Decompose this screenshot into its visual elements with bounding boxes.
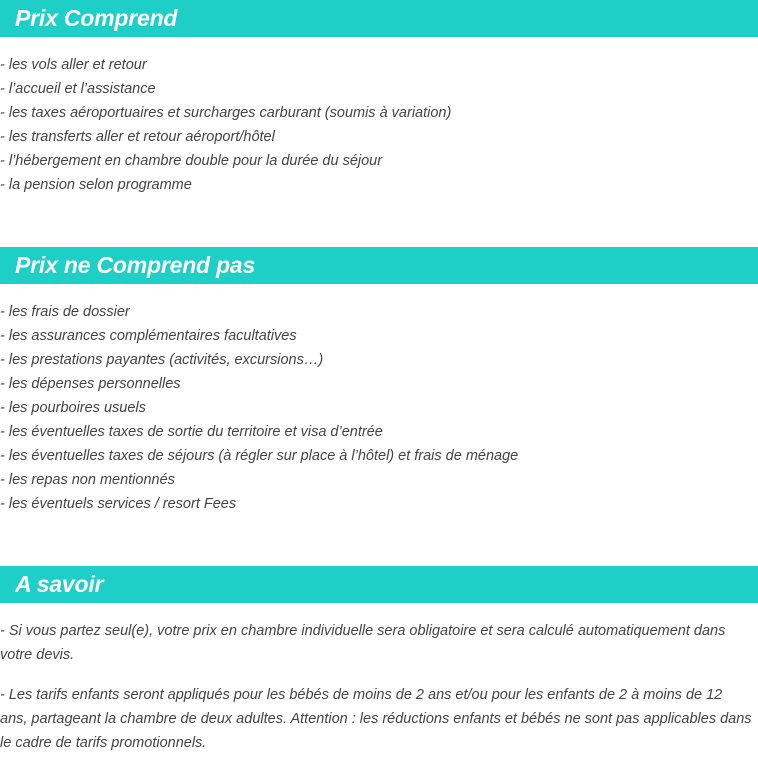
list-item: - les taxes aéroportuaires et surcharges carburant (soumis à variation)	[0, 105, 452, 121]
list-item: - les assurances complémentaires facultatives	[0, 328, 297, 344]
section-title-included: Prix Comprend	[15, 5, 178, 31]
included-list	[0, 53, 451, 197]
not-included-list	[0, 300, 518, 516]
section-header-good-to-know	[0, 566, 758, 603]
list-item: - la pension selon programme	[0, 177, 192, 193]
section-header-included	[0, 0, 758, 37]
list-item: - les pourboires usuels	[0, 400, 146, 416]
info-paragraph-single-room: - Si vous partez seul(e), votre prix en chambre individuelle sera obligatoire et sera calculé automatiquement dans votre devis.	[0, 623, 726, 663]
list-item: - les repas non mentionnés	[0, 472, 175, 488]
list-item: - les éventuelles taxes de séjours (à régler sur place à l’hôtel) et frais de ménage	[0, 448, 519, 464]
list-item: - les prestations payantes (activités, excursions…)	[0, 352, 324, 368]
info-paragraph-child-rates: - Les tarifs enfants seront appliqués pour les bébés de moins de 2 ans et/ou pour les enfants de 2 à moins de 12 ans, partageant la chambre de deux adultes. Attention : les réductions enfants et bébés ne sont pas applicables dans le cadre de tarifs promotionnels.	[0, 687, 752, 751]
list-item: - les éventuelles taxes de sortie du territoire et visa d’entrée	[0, 424, 383, 440]
section-title-not-included: Prix ne Comprend pas	[15, 252, 256, 278]
list-item: - les transferts aller et retour aéroport/hôtel	[0, 129, 275, 145]
list-item: - les vols aller et retour	[0, 57, 147, 73]
list-item: - l’accueil et l’assistance	[0, 81, 156, 97]
list-item: - les éventuels services / resort Fees	[0, 496, 237, 512]
list-item: - les dépenses personnelles	[0, 376, 181, 392]
section-title-good-to-know: A savoir	[15, 571, 104, 597]
list-item: - l’hébergement en chambre double pour la durée du séjour	[0, 153, 383, 169]
list-item: - les frais de dossier	[0, 304, 130, 320]
section-header-not-included	[0, 247, 758, 284]
